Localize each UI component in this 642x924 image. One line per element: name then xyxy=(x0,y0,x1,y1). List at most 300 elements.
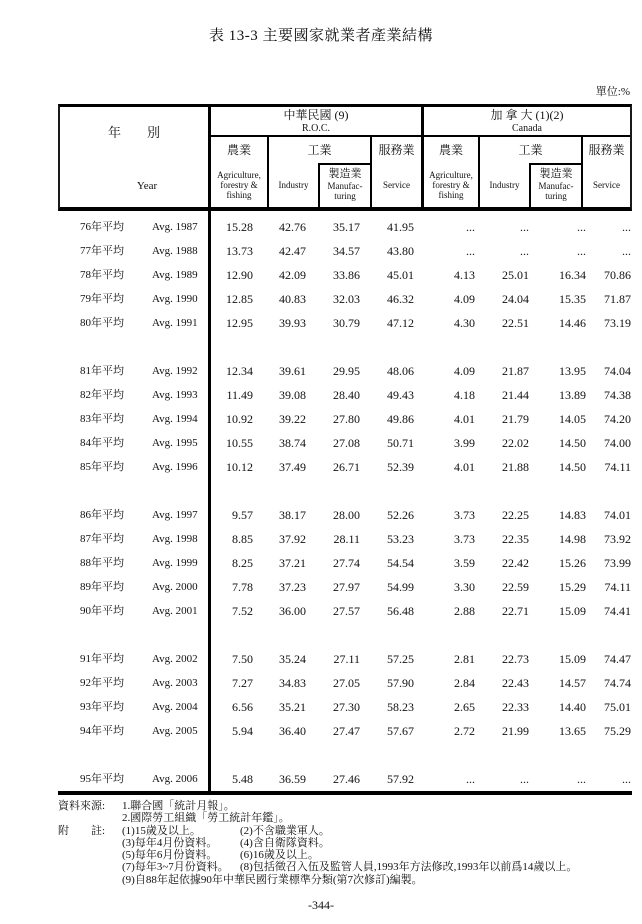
note-text: (2)不含職業軍人。 xyxy=(240,824,330,837)
country-name-zh: 中華民國 (9) xyxy=(283,108,349,122)
indent-spacer xyxy=(58,837,122,849)
year-label-zh: 80年平均 xyxy=(80,317,124,329)
value-cell: 28.11 xyxy=(333,532,360,546)
value-cell: ... xyxy=(466,772,475,786)
source-text: 1.聯合國「統計月報」。 xyxy=(122,800,235,812)
value-cell: 3.59 xyxy=(454,556,475,570)
value-cell: 35.21 xyxy=(279,700,306,714)
note-line xyxy=(58,825,636,837)
value-cell: 41.95 xyxy=(387,220,414,234)
group-header-roc xyxy=(211,107,421,207)
value-cell: 15.09 xyxy=(559,652,586,666)
value-cell: 37.23 xyxy=(279,580,306,594)
year-label-en: Avg. 1997 xyxy=(152,509,198,521)
value-cell: 9.57 xyxy=(232,508,253,522)
year-label-zh: 79年平均 xyxy=(80,293,124,305)
value-cell: 3.99 xyxy=(454,436,475,450)
value-cell: 54.54 xyxy=(387,556,414,570)
value-cell: 15.29 xyxy=(559,580,586,594)
value-cell: 2.81 xyxy=(454,652,475,666)
value-cell: ... xyxy=(577,244,586,258)
value-cell: 37.21 xyxy=(279,556,306,570)
value-cell: 5.94 xyxy=(232,724,253,738)
value-cell: 13.73 xyxy=(226,244,253,258)
table-row xyxy=(58,599,632,623)
year-label-zh: 94年平均 xyxy=(80,725,124,737)
value-cell: 39.08 xyxy=(279,388,306,402)
value-cell: 74.38 xyxy=(604,388,631,402)
year-cell xyxy=(58,719,211,743)
value-cell: 27.74 xyxy=(333,556,360,570)
year-header-en: Year xyxy=(136,180,158,192)
value-cell: 74.11 xyxy=(604,460,631,474)
note-text: (7)每年3~7月份資料。 xyxy=(122,861,229,874)
value-cell: 36.00 xyxy=(279,604,306,618)
value-cell: 2.84 xyxy=(454,676,475,690)
column-header-industry-group xyxy=(267,137,370,207)
value-cell: 12.34 xyxy=(226,364,253,378)
year-label-en: Avg. 1987 xyxy=(152,221,198,233)
year-label-zh: 93年平均 xyxy=(80,701,124,713)
value-cell: 22.43 xyxy=(502,676,529,690)
value-cell: 22.35 xyxy=(502,532,529,546)
value-cell: ... xyxy=(466,220,475,234)
value-cell: 24.04 xyxy=(502,292,529,306)
value-cell: 8.85 xyxy=(232,532,253,546)
value-cell: 75.01 xyxy=(604,700,631,714)
year-label-en: Avg. 2006 xyxy=(152,773,198,785)
year-header-zh: 年 別 xyxy=(107,125,160,140)
table-row xyxy=(58,239,632,263)
year-label-en: Avg. 1998 xyxy=(152,533,198,545)
value-cell: 74.00 xyxy=(604,436,631,450)
source-text: 2.國際勞工組織「勞工統計年鑑」。 xyxy=(122,812,290,825)
year-label-zh: 92年平均 xyxy=(80,677,124,689)
note-text: (1)15歲及以上。 xyxy=(122,824,201,837)
value-cell: 14.57 xyxy=(559,676,586,690)
column-header-manufacturing xyxy=(318,163,370,207)
agriculture-label-en: Agriculture, forestry & fishing xyxy=(217,170,261,200)
industry-label-en: Industry xyxy=(278,180,309,190)
manufacturing-label-zh: 製造業 xyxy=(328,168,362,180)
year-label-en: Avg. 1992 xyxy=(152,365,198,377)
value-cell: 42.47 xyxy=(279,244,306,258)
year-cell xyxy=(58,599,211,623)
value-cell: 29.95 xyxy=(333,364,360,378)
value-cell: 14.50 xyxy=(559,436,586,450)
value-cell: 22.59 xyxy=(502,580,529,594)
year-label-en: Avg. 2005 xyxy=(152,725,198,737)
country-header-canada xyxy=(424,107,630,137)
value-cell: 27.57 xyxy=(333,604,360,618)
table-row-gap xyxy=(58,623,632,647)
subcolumn-headers xyxy=(424,137,630,207)
value-cell: 13.95 xyxy=(559,364,586,378)
value-cell: 2.88 xyxy=(454,604,475,618)
table-row xyxy=(58,647,632,671)
value-cell: 74.20 xyxy=(604,412,631,426)
year-label-zh: 78年平均 xyxy=(80,269,124,281)
table-row xyxy=(58,695,632,719)
value-cell: 22.71 xyxy=(502,604,529,618)
value-cell: 58.23 xyxy=(387,700,414,714)
value-cell: 12.90 xyxy=(226,268,253,282)
year-label-en: Avg. 1996 xyxy=(152,461,198,473)
year-label-zh: 90年平均 xyxy=(80,605,124,617)
value-cell: 7.50 xyxy=(232,652,253,666)
table-row xyxy=(58,719,632,743)
year-label-en: Avg. 1988 xyxy=(152,245,198,257)
year-label-zh: 85年平均 xyxy=(80,461,124,473)
note-line xyxy=(58,861,636,873)
table-row xyxy=(58,431,632,455)
column-header-agriculture xyxy=(424,137,478,207)
source-label: 資料來源: xyxy=(58,800,106,812)
note-text: (6)16歲及以上。 xyxy=(240,849,319,862)
manufacturing-label-en2: turing xyxy=(545,191,567,201)
note-text: (3)每年4月份資料。 xyxy=(122,836,218,849)
value-cell: 74.04 xyxy=(604,364,631,378)
manufacturing-label-en1: Manufac- xyxy=(538,181,574,191)
value-cell: ... xyxy=(520,220,529,234)
value-cell: 26.71 xyxy=(333,460,360,474)
value-cell: 11.49 xyxy=(226,388,253,402)
value-cell: 27.46 xyxy=(333,772,360,786)
value-cell: 12.95 xyxy=(226,316,253,330)
industry-label-en: Industry xyxy=(489,180,520,190)
table-row xyxy=(58,767,632,791)
value-cell: 57.67 xyxy=(387,724,414,738)
value-cell: 42.09 xyxy=(279,268,306,282)
value-cell: 2.65 xyxy=(454,700,475,714)
value-cell: 39.61 xyxy=(279,364,306,378)
year-column-header xyxy=(60,107,211,207)
year-label-zh: 84年平均 xyxy=(80,437,124,449)
value-cell: 56.48 xyxy=(387,604,414,618)
value-cell: 21.87 xyxy=(502,364,529,378)
value-cell: 13.65 xyxy=(559,724,586,738)
table-row xyxy=(58,575,632,599)
value-cell: 52.26 xyxy=(387,508,414,522)
country-header-roc xyxy=(211,107,421,137)
industry-group-label-zh: 工業 xyxy=(307,143,332,157)
value-cell: 27.05 xyxy=(333,676,360,690)
column-header-service xyxy=(581,137,630,207)
year-cell xyxy=(58,239,211,263)
value-cell: 22.51 xyxy=(502,316,529,330)
year-label-en: Avg. 1999 xyxy=(152,557,198,569)
manufacturing-label-en1: Manufac- xyxy=(327,181,363,191)
value-cell: 52.39 xyxy=(387,460,414,474)
value-cell: 37.92 xyxy=(279,532,306,546)
value-cell: 74.11 xyxy=(604,580,631,594)
value-cell: 50.71 xyxy=(387,436,414,450)
value-cell: 7.78 xyxy=(232,580,253,594)
value-cell: 57.25 xyxy=(387,652,414,666)
indent-spacer xyxy=(58,812,122,824)
value-cell: 42.76 xyxy=(279,220,306,234)
value-cell: 4.09 xyxy=(454,292,475,306)
industry-group-label-zh: 工業 xyxy=(518,143,543,157)
year-label-en: Avg. 2000 xyxy=(152,581,198,593)
value-cell: 71.87 xyxy=(604,292,631,306)
value-cell: 22.33 xyxy=(502,700,529,714)
country-name-zh: 加 拿 大 (1)(2) xyxy=(490,108,564,122)
value-cell: 73.99 xyxy=(604,556,631,570)
value-cell: 14.83 xyxy=(559,508,586,522)
value-cell: 22.02 xyxy=(502,436,529,450)
value-cell: 34.57 xyxy=(333,244,360,258)
year-cell xyxy=(58,263,211,287)
table-row xyxy=(58,407,632,431)
value-cell: 28.00 xyxy=(333,508,360,522)
value-cell: 14.05 xyxy=(559,412,586,426)
table-row xyxy=(58,503,632,527)
statistics-table xyxy=(58,104,632,795)
table-body xyxy=(58,211,632,795)
value-cell: 22.25 xyxy=(502,508,529,522)
year-label-zh: 91年平均 xyxy=(80,653,124,665)
column-header-agriculture xyxy=(211,137,267,207)
value-cell: 45.01 xyxy=(387,268,414,282)
value-cell: 7.52 xyxy=(232,604,253,618)
country-name-en: R.O.C. xyxy=(301,123,331,134)
year-label-en: Avg. 1990 xyxy=(152,293,198,305)
note-text: (4)含自衛隊資料。 xyxy=(240,836,330,849)
table-row xyxy=(58,287,632,311)
year-label-en: Avg. 2002 xyxy=(152,653,198,665)
value-cell: 30.79 xyxy=(333,316,360,330)
year-label-zh: 87年平均 xyxy=(80,533,124,545)
table-row-gap xyxy=(58,479,632,503)
table-row xyxy=(58,311,632,335)
table-row-gap xyxy=(58,335,632,359)
value-cell: 14.40 xyxy=(559,700,586,714)
manufacturing-label-zh: 製造業 xyxy=(539,168,573,180)
value-cell: 22.42 xyxy=(502,556,529,570)
year-label-en: Avg. 1995 xyxy=(152,437,198,449)
value-cell: 15.26 xyxy=(559,556,586,570)
table-row xyxy=(58,359,632,383)
value-cell: 49.86 xyxy=(387,412,414,426)
service-label-zh: 服務業 xyxy=(378,143,415,157)
value-cell: 46.32 xyxy=(387,292,414,306)
value-cell: 39.93 xyxy=(279,316,306,330)
agriculture-label-zh: 農業 xyxy=(226,143,251,157)
industry-split xyxy=(480,163,581,207)
value-cell: ... xyxy=(466,244,475,258)
year-cell xyxy=(58,431,211,455)
year-label-zh: 95年平均 xyxy=(80,773,124,785)
agriculture-label-zh: 農業 xyxy=(438,143,463,157)
value-cell: 27.30 xyxy=(333,700,360,714)
year-label-en: Avg. 2004 xyxy=(152,701,198,713)
value-cell: 38.74 xyxy=(279,436,306,450)
value-cell: 36.40 xyxy=(279,724,306,738)
value-cell: 49.43 xyxy=(387,388,414,402)
value-cell: 8.25 xyxy=(232,556,253,570)
value-cell: ... xyxy=(577,772,586,786)
table-row xyxy=(58,551,632,575)
value-cell: 10.55 xyxy=(226,436,253,450)
note-label: 附 註: xyxy=(58,824,106,837)
value-cell: 4.18 xyxy=(454,388,475,402)
industry-split xyxy=(269,163,370,207)
value-cell: 74.01 xyxy=(604,508,631,522)
value-cell: 47.12 xyxy=(387,316,414,330)
value-cell: ... xyxy=(520,772,529,786)
group-header-canada xyxy=(421,107,630,207)
value-cell: 21.99 xyxy=(502,724,529,738)
value-cell: 21.88 xyxy=(502,460,529,474)
page-number: -344- xyxy=(308,898,334,912)
year-cell xyxy=(58,503,211,527)
value-cell: 27.08 xyxy=(333,436,360,450)
value-cell: ... xyxy=(520,244,529,258)
value-cell: 53.23 xyxy=(387,532,414,546)
value-cell: 39.22 xyxy=(279,412,306,426)
year-cell xyxy=(58,383,211,407)
value-cell: 21.79 xyxy=(502,412,529,426)
value-cell: 57.92 xyxy=(387,772,414,786)
manufacturing-label-en2: turing xyxy=(334,191,356,201)
note-text: (8)包括徵召入伍及監管人員,1993年方法修改,1993年以前爲14歲以上。 xyxy=(240,861,578,874)
value-cell: 27.47 xyxy=(333,724,360,738)
value-cell: 4.13 xyxy=(454,268,475,282)
value-cell: 12.85 xyxy=(226,292,253,306)
year-cell xyxy=(58,311,211,335)
year-cell xyxy=(58,767,211,791)
year-cell xyxy=(58,551,211,575)
agriculture-label-en: Agriculture, forestry & fishing xyxy=(429,170,473,200)
year-label-zh: 82年平均 xyxy=(80,389,124,401)
year-cell xyxy=(58,407,211,431)
year-cell xyxy=(58,359,211,383)
year-cell xyxy=(58,527,211,551)
indent-spacer xyxy=(58,861,122,873)
value-cell: ... xyxy=(577,220,586,234)
value-cell: 74.74 xyxy=(604,676,631,690)
table-row-gap xyxy=(58,743,632,767)
year-label-en: Avg. 1994 xyxy=(152,413,198,425)
value-cell: 10.12 xyxy=(226,460,253,474)
service-label-en: Service xyxy=(383,180,410,190)
value-cell: 40.83 xyxy=(279,292,306,306)
value-cell: 43.80 xyxy=(387,244,414,258)
value-cell: 57.90 xyxy=(387,676,414,690)
table-header xyxy=(58,104,632,211)
year-label-en: Avg. 2003 xyxy=(152,677,198,689)
indent-spacer xyxy=(58,849,122,861)
service-label-zh: 服務業 xyxy=(588,143,625,157)
service-label-en: Service xyxy=(593,180,620,190)
value-cell: ... xyxy=(622,244,631,258)
value-cell: 48.06 xyxy=(387,364,414,378)
year-label-en: Avg. 1989 xyxy=(152,269,198,281)
value-cell: 34.83 xyxy=(279,676,306,690)
value-cell: 4.01 xyxy=(454,460,475,474)
value-cell: ... xyxy=(622,772,631,786)
value-cell: 6.56 xyxy=(232,700,253,714)
note-line xyxy=(58,874,636,886)
value-cell: 3.73 xyxy=(454,532,475,546)
value-cell: 36.59 xyxy=(279,772,306,786)
value-cell: 25.01 xyxy=(502,268,529,282)
year-label-zh: 88年平均 xyxy=(80,557,124,569)
table-row xyxy=(58,263,632,287)
year-label-zh: 81年平均 xyxy=(80,365,124,377)
source-line-2 xyxy=(58,812,636,824)
year-cell xyxy=(58,455,211,479)
year-cell xyxy=(58,647,211,671)
year-label-en: Avg. 1991 xyxy=(152,317,198,329)
value-cell: 14.98 xyxy=(559,532,586,546)
value-cell: 15.35 xyxy=(559,292,586,306)
value-cell: 10.92 xyxy=(226,412,253,426)
column-header-manufacturing xyxy=(529,163,581,207)
year-label-zh: 76年平均 xyxy=(80,221,124,233)
value-cell: 27.97 xyxy=(333,580,360,594)
table-row xyxy=(58,383,632,407)
table-row xyxy=(58,527,632,551)
value-cell: 27.80 xyxy=(333,412,360,426)
value-cell: 33.86 xyxy=(333,268,360,282)
year-cell xyxy=(58,215,211,239)
subcolumn-headers xyxy=(211,137,421,207)
value-cell: 3.73 xyxy=(454,508,475,522)
table-row xyxy=(58,671,632,695)
value-cell: 28.40 xyxy=(333,388,360,402)
footer-notes xyxy=(58,800,636,886)
value-cell: 4.09 xyxy=(454,364,475,378)
column-header-service xyxy=(370,137,421,207)
table-row xyxy=(58,215,632,239)
value-cell: 32.03 xyxy=(333,292,360,306)
value-cell: 35.24 xyxy=(279,652,306,666)
note-text: (5)每年6月份資料。 xyxy=(122,849,218,862)
note-line xyxy=(58,849,636,861)
year-divider-line xyxy=(208,211,211,791)
note-line xyxy=(58,837,636,849)
value-cell: 22.73 xyxy=(502,652,529,666)
unit-label: 單位:% xyxy=(595,86,630,98)
value-cell: 14.46 xyxy=(559,316,586,330)
value-cell: 7.27 xyxy=(232,676,253,690)
year-cell xyxy=(58,671,211,695)
table-row xyxy=(58,455,632,479)
country-name-en: Canada xyxy=(512,123,542,134)
year-cell xyxy=(58,695,211,719)
column-header-industry-group xyxy=(478,137,581,207)
value-cell: 5.48 xyxy=(232,772,253,786)
value-cell: 3.30 xyxy=(454,580,475,594)
value-cell: 4.01 xyxy=(454,412,475,426)
value-cell: 37.49 xyxy=(279,460,306,474)
value-cell: 13.89 xyxy=(559,388,586,402)
value-cell: 74.41 xyxy=(604,604,631,618)
year-cell xyxy=(58,287,211,311)
value-cell: 21.44 xyxy=(502,388,529,402)
value-cell: 73.19 xyxy=(604,316,631,330)
value-cell: 70.86 xyxy=(604,268,631,282)
value-cell: 38.17 xyxy=(279,508,306,522)
value-cell: 75.29 xyxy=(604,724,631,738)
page-title: 表 13-3 主要國家就業者產業結構 xyxy=(209,28,433,44)
value-cell: 2.72 xyxy=(454,724,475,738)
year-label-en: Avg. 1993 xyxy=(152,389,198,401)
note-text: (9)自88年起依據90年中華民國行業標準分類(第7次修訂)編製。 xyxy=(122,873,423,886)
value-cell: 15.28 xyxy=(226,220,253,234)
